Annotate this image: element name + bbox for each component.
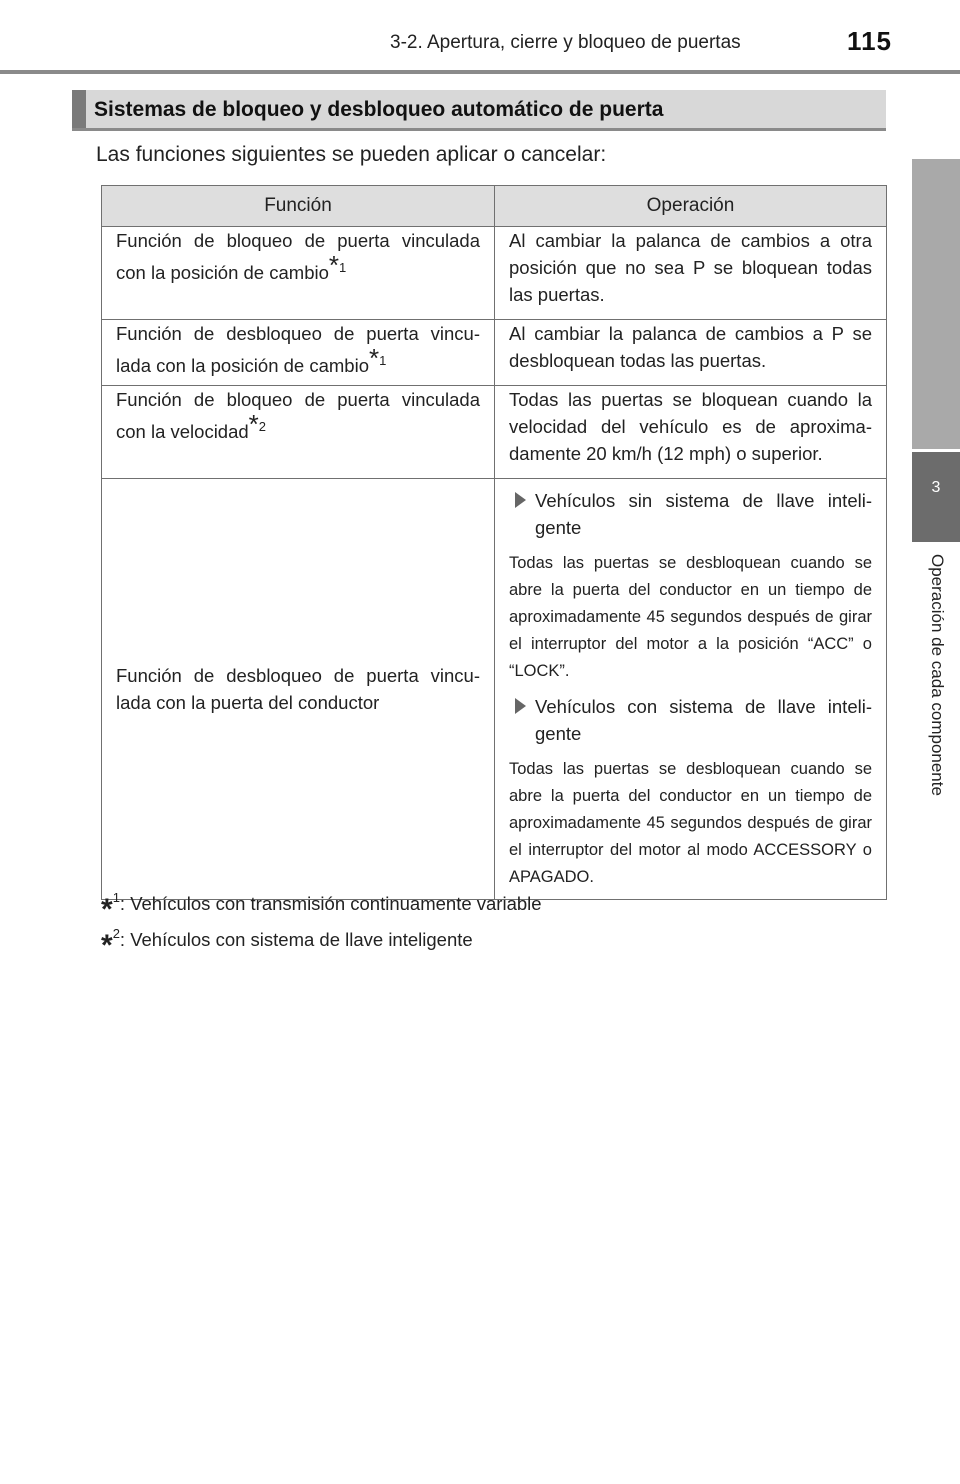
footnote-marker: * <box>369 343 380 373</box>
header-divider <box>0 70 960 74</box>
page-number: 115 <box>847 26 892 56</box>
function-text: Función de bloqueo de puerta vinculada con la velocidad <box>116 389 480 443</box>
footnote-text: : Vehículos con sistema de llave inteligente <box>119 929 473 950</box>
section-underline <box>72 128 886 131</box>
chapter-title-vertical <box>920 554 950 834</box>
footnote-marker: * <box>328 250 340 280</box>
operation-cell: Al cambiar la palanca de cambios a P se desbloquean todas las puertas. <box>495 320 887 386</box>
function-text: Función de bloqueo de puerta vinculada con la posición de cambio <box>116 230 480 284</box>
triangle-bullet-icon <box>515 698 526 714</box>
function-cell <box>102 227 495 320</box>
chapter-number: 3 <box>931 479 941 496</box>
chapter-tab <box>912 452 960 542</box>
function-cell <box>102 386 495 479</box>
table-row <box>102 386 887 479</box>
footnote-marker-index: 1 <box>339 260 347 275</box>
section-heading-bar <box>72 90 886 128</box>
footnote-index: 1 <box>112 890 120 905</box>
bullet-heading <box>509 487 872 541</box>
footnote <box>101 890 542 926</box>
functions-table <box>101 185 887 900</box>
bullet-heading <box>509 693 872 747</box>
function-cell: Función de desbloqueo de puerta vincu-lada con la puerta del conductor <box>102 479 495 900</box>
table-row <box>102 479 887 900</box>
function-cell <box>102 320 495 386</box>
footnote-index: 2 <box>112 926 120 941</box>
bullet-body: Todas las puertas se desbloquean cuando se abre la puerta del conductor en un tiempo de aproximadamente 45 segundos después de girar el interruptor del motor a la posición “ACC” o “LOCK”. <box>509 554 872 680</box>
footnote-marker-index: 1 <box>379 353 387 368</box>
running-header: 3-2. Apertura, cierre y bloqueo de puertas <box>390 32 741 53</box>
operation-cell: Todas las puertas se bloquean cuando la velocidad del vehículo es de aproxima-damente 20 km/h (12 mph) o superior. <box>495 386 887 479</box>
operation-cell <box>495 479 887 900</box>
side-tab-strip <box>912 159 960 449</box>
function-text: Función de desbloqueo de puerta vincu-lada con la posición de cambio <box>116 323 480 377</box>
triangle-bullet-icon <box>515 492 526 508</box>
footnote-marker-index: 2 <box>258 419 267 434</box>
footnote-star: * <box>101 893 113 926</box>
bullet-heading-text: Vehículos con sistema de llave inteli-gente <box>535 696 872 744</box>
bullet-body: Todas las puertas se desbloquean cuando se abre la puerta del conductor en un tiempo de aproximadamente 45 segundos después de girar el interruptor del motor al modo ACCESSORY o APAGADO. <box>509 760 872 886</box>
operation-cell: Al cambiar la palanca de cambios a otra posición que no sea P se bloquean todas las puertas. <box>495 227 887 320</box>
table-row <box>102 320 887 386</box>
bullet-heading-text: Vehículos sin sistema de llave inteli-gente <box>535 490 872 538</box>
table-header-row <box>102 186 887 227</box>
footnote <box>101 926 473 962</box>
chapter-title: Operación de cada componente <box>928 554 947 796</box>
column-header-function: Función <box>102 186 495 227</box>
table-row <box>102 227 887 320</box>
footnote-marker: * <box>248 409 259 439</box>
footnote-star: * <box>101 929 113 962</box>
footnote-text: : Vehículos con transmisión continuamente variable <box>119 893 542 914</box>
intro-text: Las funciones siguientes se pueden aplicar o cancelar: <box>96 143 607 166</box>
section-title: Sistemas de bloqueo y desbloqueo automático de puerta <box>94 98 664 121</box>
column-header-operation: Operación <box>495 186 887 227</box>
